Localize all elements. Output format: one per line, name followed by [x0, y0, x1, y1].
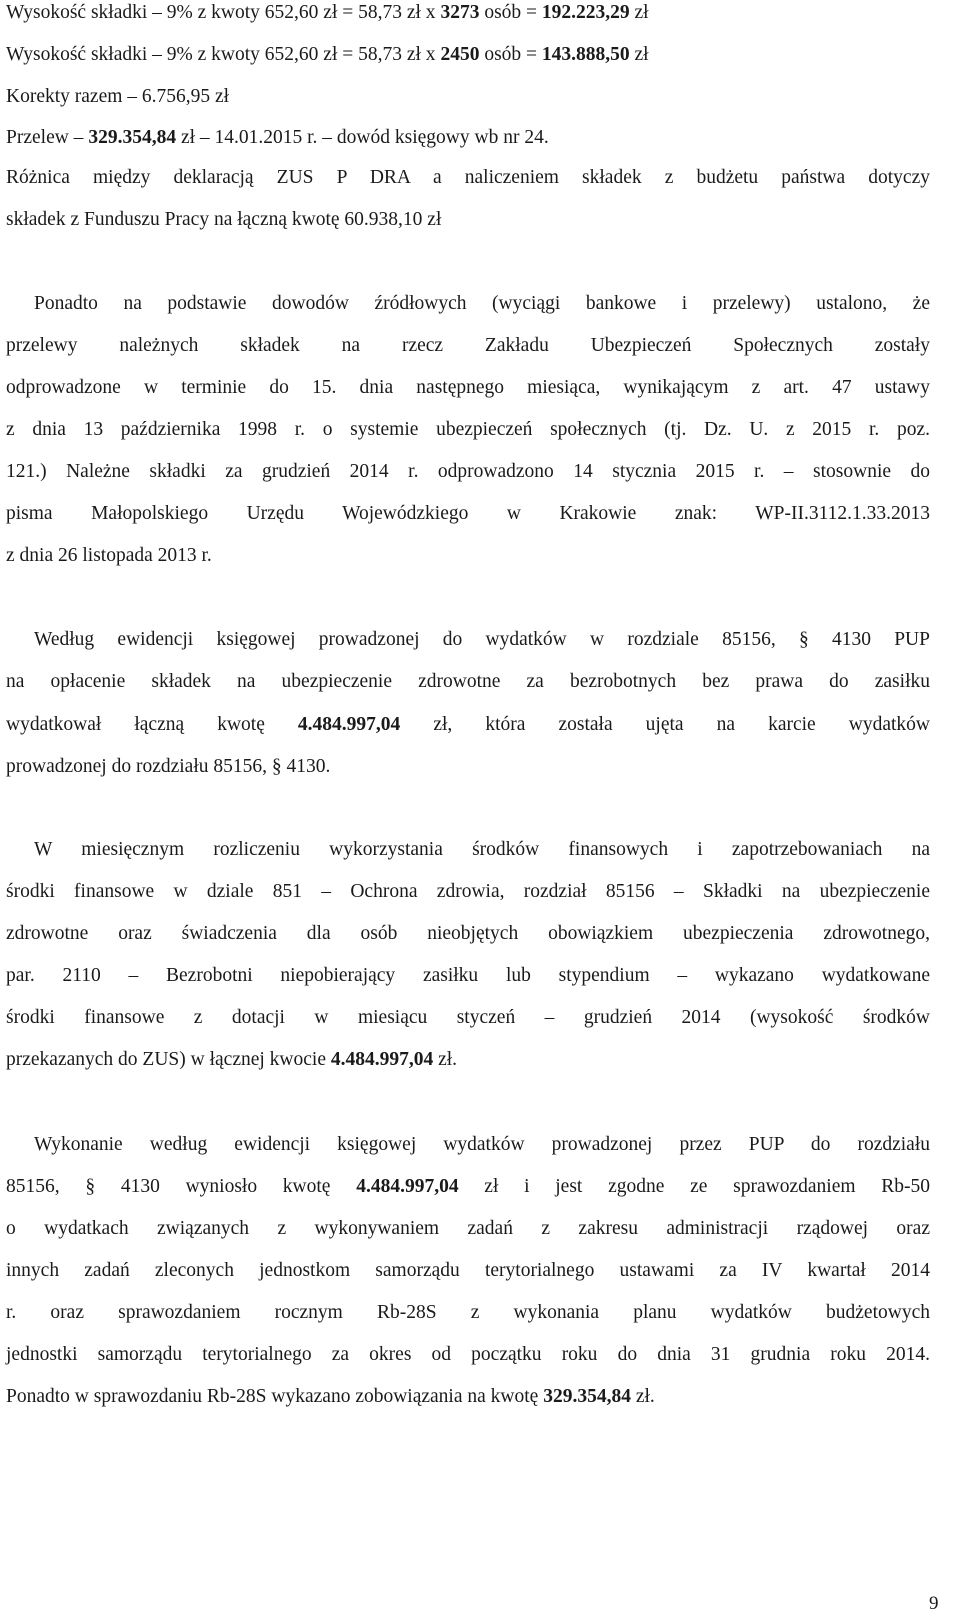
para1-line-5: 121.) Należne składki za grudzień 2014 r. odprowadzono 14 stycznia 2015 r. – stosownie do [6, 461, 930, 482]
para4-line-3: o wydatkach związanych z wykonywaniem zadań z zakresu administracji rządowej oraz [6, 1218, 930, 1239]
para3-line-2: środki finansowe w dziale 851 – Ochrona zdrowia, rozdział 85156 – Składki na ubezpieczenie [6, 881, 930, 902]
para1-line-3: odprowadzone w terminie do 15. dnia następnego miesiąca, wynikającym z art. 47 ustawy [6, 377, 930, 398]
para2-line-1: Według ewidencji księgowej prowadzonej do wydatków w rozdziale 85156, § 4130 PUP [34, 629, 930, 650]
para4-line-2: 85156, § 4130 wyniosło kwotę 4.484.997,04 zł i jest zgodne ze sprawozdaniem Rb-50 [6, 1176, 931, 1197]
para2-line-3: wydatkował łączną kwotę 4.484.997,04 zł, która została ujęta na karcie wydatków [6, 714, 930, 735]
para3-line-1: W miesięcznym rozliczeniu wykorzystania środków finansowych i zapotrzebowaniach na [34, 839, 930, 860]
para1-line-2: przelewy należnych składek na rzecz Zakładu Ubezpieczeń Społecznych zostały [6, 335, 930, 356]
page-number: 9 [929, 1593, 939, 1614]
para3-line-5: środki finansowe z dotacji w miesiącu styczeń – grudzień 2014 (wysokość środków [6, 1007, 930, 1028]
para4-line-1: Wykonanie według ewidencji księgowej wydatków prowadzonej przez PUP do rozdziału [34, 1134, 930, 1155]
korekty-line: Korekty razem – 6.756,95 zł [6, 86, 230, 107]
para2-line-4: prowadzonej do rozdziału 85156, § 4130. [6, 756, 331, 777]
roznica-line-1: Różnica między deklaracją ZUS P DRA a naliczeniem składek z budżetu państwa dotyczy [6, 167, 930, 188]
para4-line-6: jednostki samorządu terytorialnego za okres od początku roku do dnia 31 grudnia roku 2014. [6, 1344, 930, 1365]
para1-line-7: z dnia 26 listopada 2013 r. [6, 545, 212, 566]
para3-line-3: zdrowotne oraz świadczenia dla osób nieobjętych obowiązkiem ubezpieczenia zdrowotnego, [6, 923, 930, 944]
para4-line-5: r. oraz sprawozdaniem rocznym Rb-28S z wykonania planu wydatków budżetowych [6, 1302, 930, 1323]
para3-line-6: przekazanych do ZUS) w łącznej kwocie 4.484.997,04 zł. [6, 1049, 458, 1070]
para1-line-4: z dnia 13 października 1998 r. o systemie ubezpieczeń społecznych (tj. Dz. U. z 2015 r. poz. [6, 419, 930, 440]
para1-line-1: Ponadto na podstawie dowodów źródłowych (wyciągi bankowe i przelewy) ustalono, że [34, 293, 930, 314]
roznica-line-2: składek z Funduszu Pracy na łączną kwotę 60.938,10 zł [6, 209, 442, 230]
para4-line-4: innych zadań zleconych jednostkom samorządu terytorialnego ustawami za IV kwartał 2014 [6, 1260, 930, 1281]
skladka-line-2: Wysokość składki – 9% z kwoty 652,60 zł = 58,73 zł x 2450 osób = 143.888,50 zł [6, 44, 649, 65]
para1-line-6: pisma Małopolskiego Urzędu Wojewódzkiego w Krakowie znak: WP-II.3112.1.33.2013 [6, 503, 930, 524]
przelew-line: Przelew – 329.354,84 zł – 14.01.2015 r. – dowód księgowy wb nr 24. [6, 127, 549, 148]
skladka-line-1: Wysokość składki – 9% z kwoty 652,60 zł = 58,73 zł x 3273 osób = 192.223,29 zł [6, 2, 649, 23]
para4-line-7: Ponadto w sprawozdaniu Rb-28S wykazano zobowiązania na kwotę 329.354,84 zł. [6, 1386, 655, 1407]
para2-line-2: na opłacenie składek na ubezpieczenie zdrowotne za bezrobotnych bez prawa do zasiłku [6, 671, 930, 692]
para3-line-4: par. 2110 – Bezrobotni niepobierający zasiłku lub stypendium – wykazano wydatkowane [6, 965, 930, 986]
